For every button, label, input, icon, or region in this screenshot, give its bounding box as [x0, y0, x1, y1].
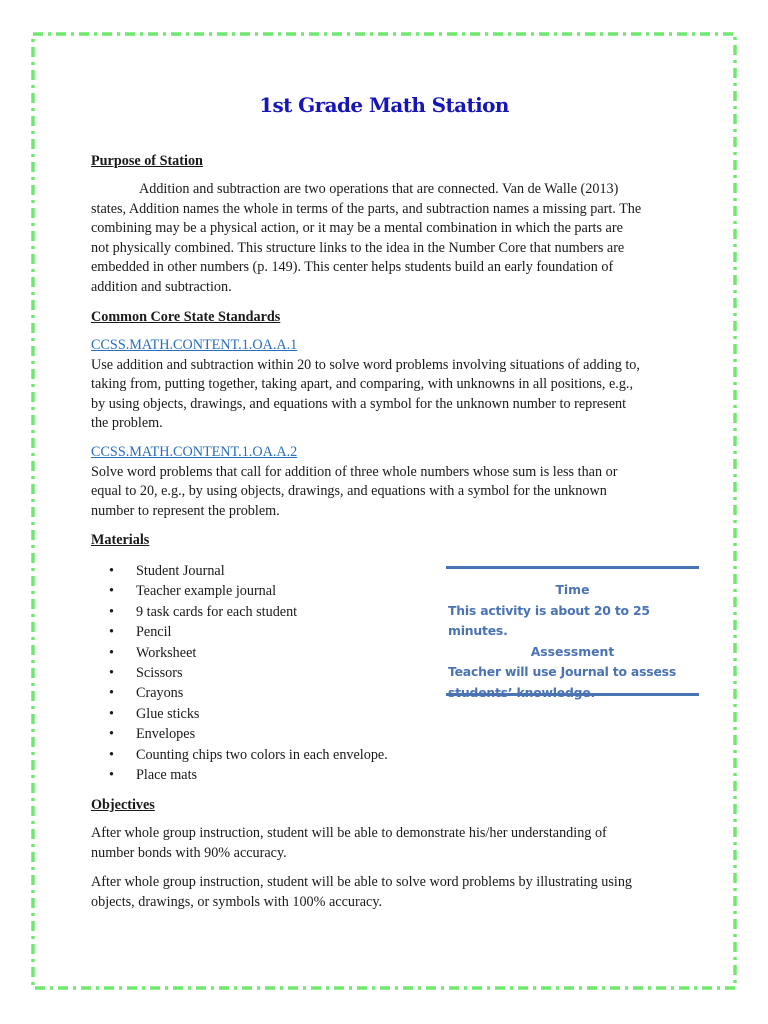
- list-item: [91, 724, 388, 744]
- list-item: [91, 745, 388, 765]
- list-item: [91, 683, 388, 703]
- bullet-icon: •: [109, 746, 114, 763]
- standard-item: [91, 443, 691, 521]
- list-item-label: Worksheet: [136, 644, 197, 661]
- standard-line: taking from, putting together, taking apart, and comparing, with unknowns in all positions, e.g.,: [91, 376, 634, 392]
- purpose-heading: Purpose of Station: [91, 153, 203, 169]
- list-item: [91, 561, 388, 581]
- materials-list: [91, 561, 388, 785]
- bullet-icon: •: [109, 664, 114, 681]
- purpose-paragraph: [91, 180, 691, 297]
- time-text: This activity is about 20 to 25 minutes.: [448, 602, 650, 639]
- list-item-label: Crayons: [136, 685, 184, 702]
- list-item-label: Pencil: [136, 624, 172, 641]
- bullet-icon: •: [109, 583, 114, 600]
- list-item-label: Scissors: [136, 664, 183, 681]
- bullet-icon: •: [109, 705, 114, 722]
- list-item-label: Place mats: [136, 766, 198, 783]
- standard-line: Use addition and subtraction within 20 to solve word problems involving situations of adding to,: [91, 356, 640, 373]
- bullet-icon: •: [109, 685, 114, 702]
- list-item: [91, 704, 388, 724]
- list-item: [91, 765, 388, 785]
- time-assessment-callout: [446, 566, 699, 700]
- standard-line: equal to 20, e.g., by using objects, drawings, and equations with a symbol for the unknown: [91, 483, 607, 499]
- objective-line: objects, drawings, or symbols with 100% accuracy.: [91, 893, 383, 910]
- bullet-icon: •: [109, 603, 114, 620]
- purpose-line: addition and subtraction.: [91, 278, 232, 295]
- list-item-label: Glue sticks: [136, 705, 200, 722]
- list-item: [91, 622, 388, 642]
- assessment-line: Teacher will use Journal to assess: [448, 664, 676, 680]
- standard-line: number to represent the problem.: [91, 502, 280, 519]
- bullet-icon: •: [109, 644, 114, 661]
- purpose-line: embedded in other numbers (p. 149). This center helps students build an early foundation of: [91, 259, 614, 275]
- list-item: [91, 581, 388, 601]
- page-title: 1st Grade Math Station: [259, 93, 509, 117]
- assessment-line: students’ knowledge.: [448, 684, 596, 700]
- bullet-icon: •: [109, 624, 114, 641]
- standard-code-link[interactable]: CCSS.MATH.CONTENT.1.OA.A.2: [91, 444, 298, 460]
- standard-item: [91, 336, 691, 434]
- list-item-label: Teacher example journal: [136, 583, 277, 600]
- standard-line: by using objects, drawings, and equations with a symbol for the unknown number to represent: [91, 395, 627, 412]
- purpose-line: not physically combined. This structure links to the idea in the Number Core that numbers are: [91, 239, 625, 256]
- objective-paragraph: [91, 873, 691, 912]
- bullet-icon: •: [109, 563, 114, 579]
- objective-line: After whole group instruction, student will be able to solve word problems by illustrating using: [91, 874, 633, 890]
- bullet-icon: •: [109, 726, 114, 743]
- standards-heading: Common Core State Standards: [91, 309, 281, 325]
- purpose-line: states, Addition names the whole in terms of the parts, and subtraction names a missing part. The: [91, 200, 642, 217]
- list-item: [91, 663, 388, 683]
- standard-line: Solve word problems that call for addition of three whole numbers whose sum is less than or: [91, 463, 618, 480]
- list-item-label: Envelopes: [136, 726, 196, 743]
- standard-line: the problem.: [91, 415, 163, 431]
- purpose-line: combining may be a physical action, or it may be a mental combination in which the parts are: [91, 220, 623, 236]
- objective-paragraph: [91, 824, 691, 863]
- standard-code-link[interactable]: CCSS.MATH.CONTENT.1.OA.A.1: [91, 337, 298, 353]
- objective-line: After whole group instruction, student will be able to demonstrate his/her understanding of: [91, 825, 607, 841]
- list-item: [91, 643, 388, 663]
- list-item-label: 9 task cards for each student: [136, 603, 298, 620]
- materials-heading: Materials: [91, 532, 150, 548]
- objective-line: number bonds with 90% accuracy.: [91, 844, 287, 861]
- list-item-label: Student Journal: [136, 563, 225, 579]
- assessment-heading: Assessment: [530, 643, 615, 659]
- purpose-line: Addition and subtraction are two operations that are connected. Van de Walle (2013): [139, 181, 619, 197]
- list-item-label: Counting chips two colors in each envelope.: [136, 746, 388, 763]
- objectives-heading: Objectives: [91, 797, 155, 813]
- list-item: [91, 602, 388, 622]
- bullet-icon: •: [109, 766, 114, 783]
- time-heading: Time: [555, 582, 590, 597]
